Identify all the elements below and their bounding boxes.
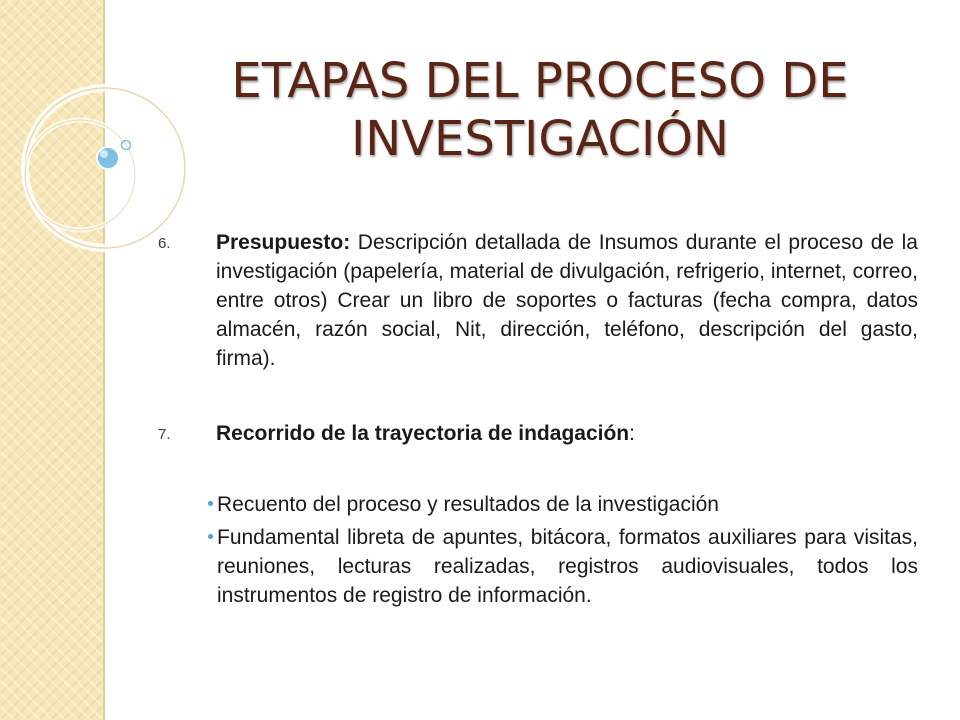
slide-title-line-2: INVESTIGACIÓN [351,111,729,167]
item-heading: Recorrido de la trayectoria de indagación [216,422,630,445]
item-number: 6. [158,235,171,252]
bullet-dot-icon [208,534,213,539]
bullet-text: Recuento del proceso y resultados de la investigación [217,493,719,516]
bullet-text: Fundamental libreta de apuntes, bitácora, formatos auxiliares para visitas, reuniones, lecturas realizadas, registros audiovisuales, todos los instrumentos de registro de información. [217,526,918,607]
bullet-dot-icon [208,501,213,506]
item-heading: Presupuesto: [216,231,351,254]
slide-title [150,52,930,168]
item-number: 7. [158,426,171,443]
bullet-item [208,490,918,519]
bullet-item [208,523,918,610]
slide-content [158,228,918,614]
item-text: : [629,422,635,445]
slide-title-line-1: ETAPAS DEL PROCESO DE [231,53,849,109]
bullet-list [208,490,918,610]
numbered-item-trajectory [158,419,918,448]
numbered-item-budget [158,228,918,373]
item-text: Descripción detallada de Insumos durante el proceso de la investigación (papelería, material de divulgación, refrigerio, internet, correo, entre otros) Crear un libro de soportes o facturas (fecha compra, datos almacén, razón social, Nit, dirección, teléfono, descripción del gasto, firma). [216,231,918,370]
